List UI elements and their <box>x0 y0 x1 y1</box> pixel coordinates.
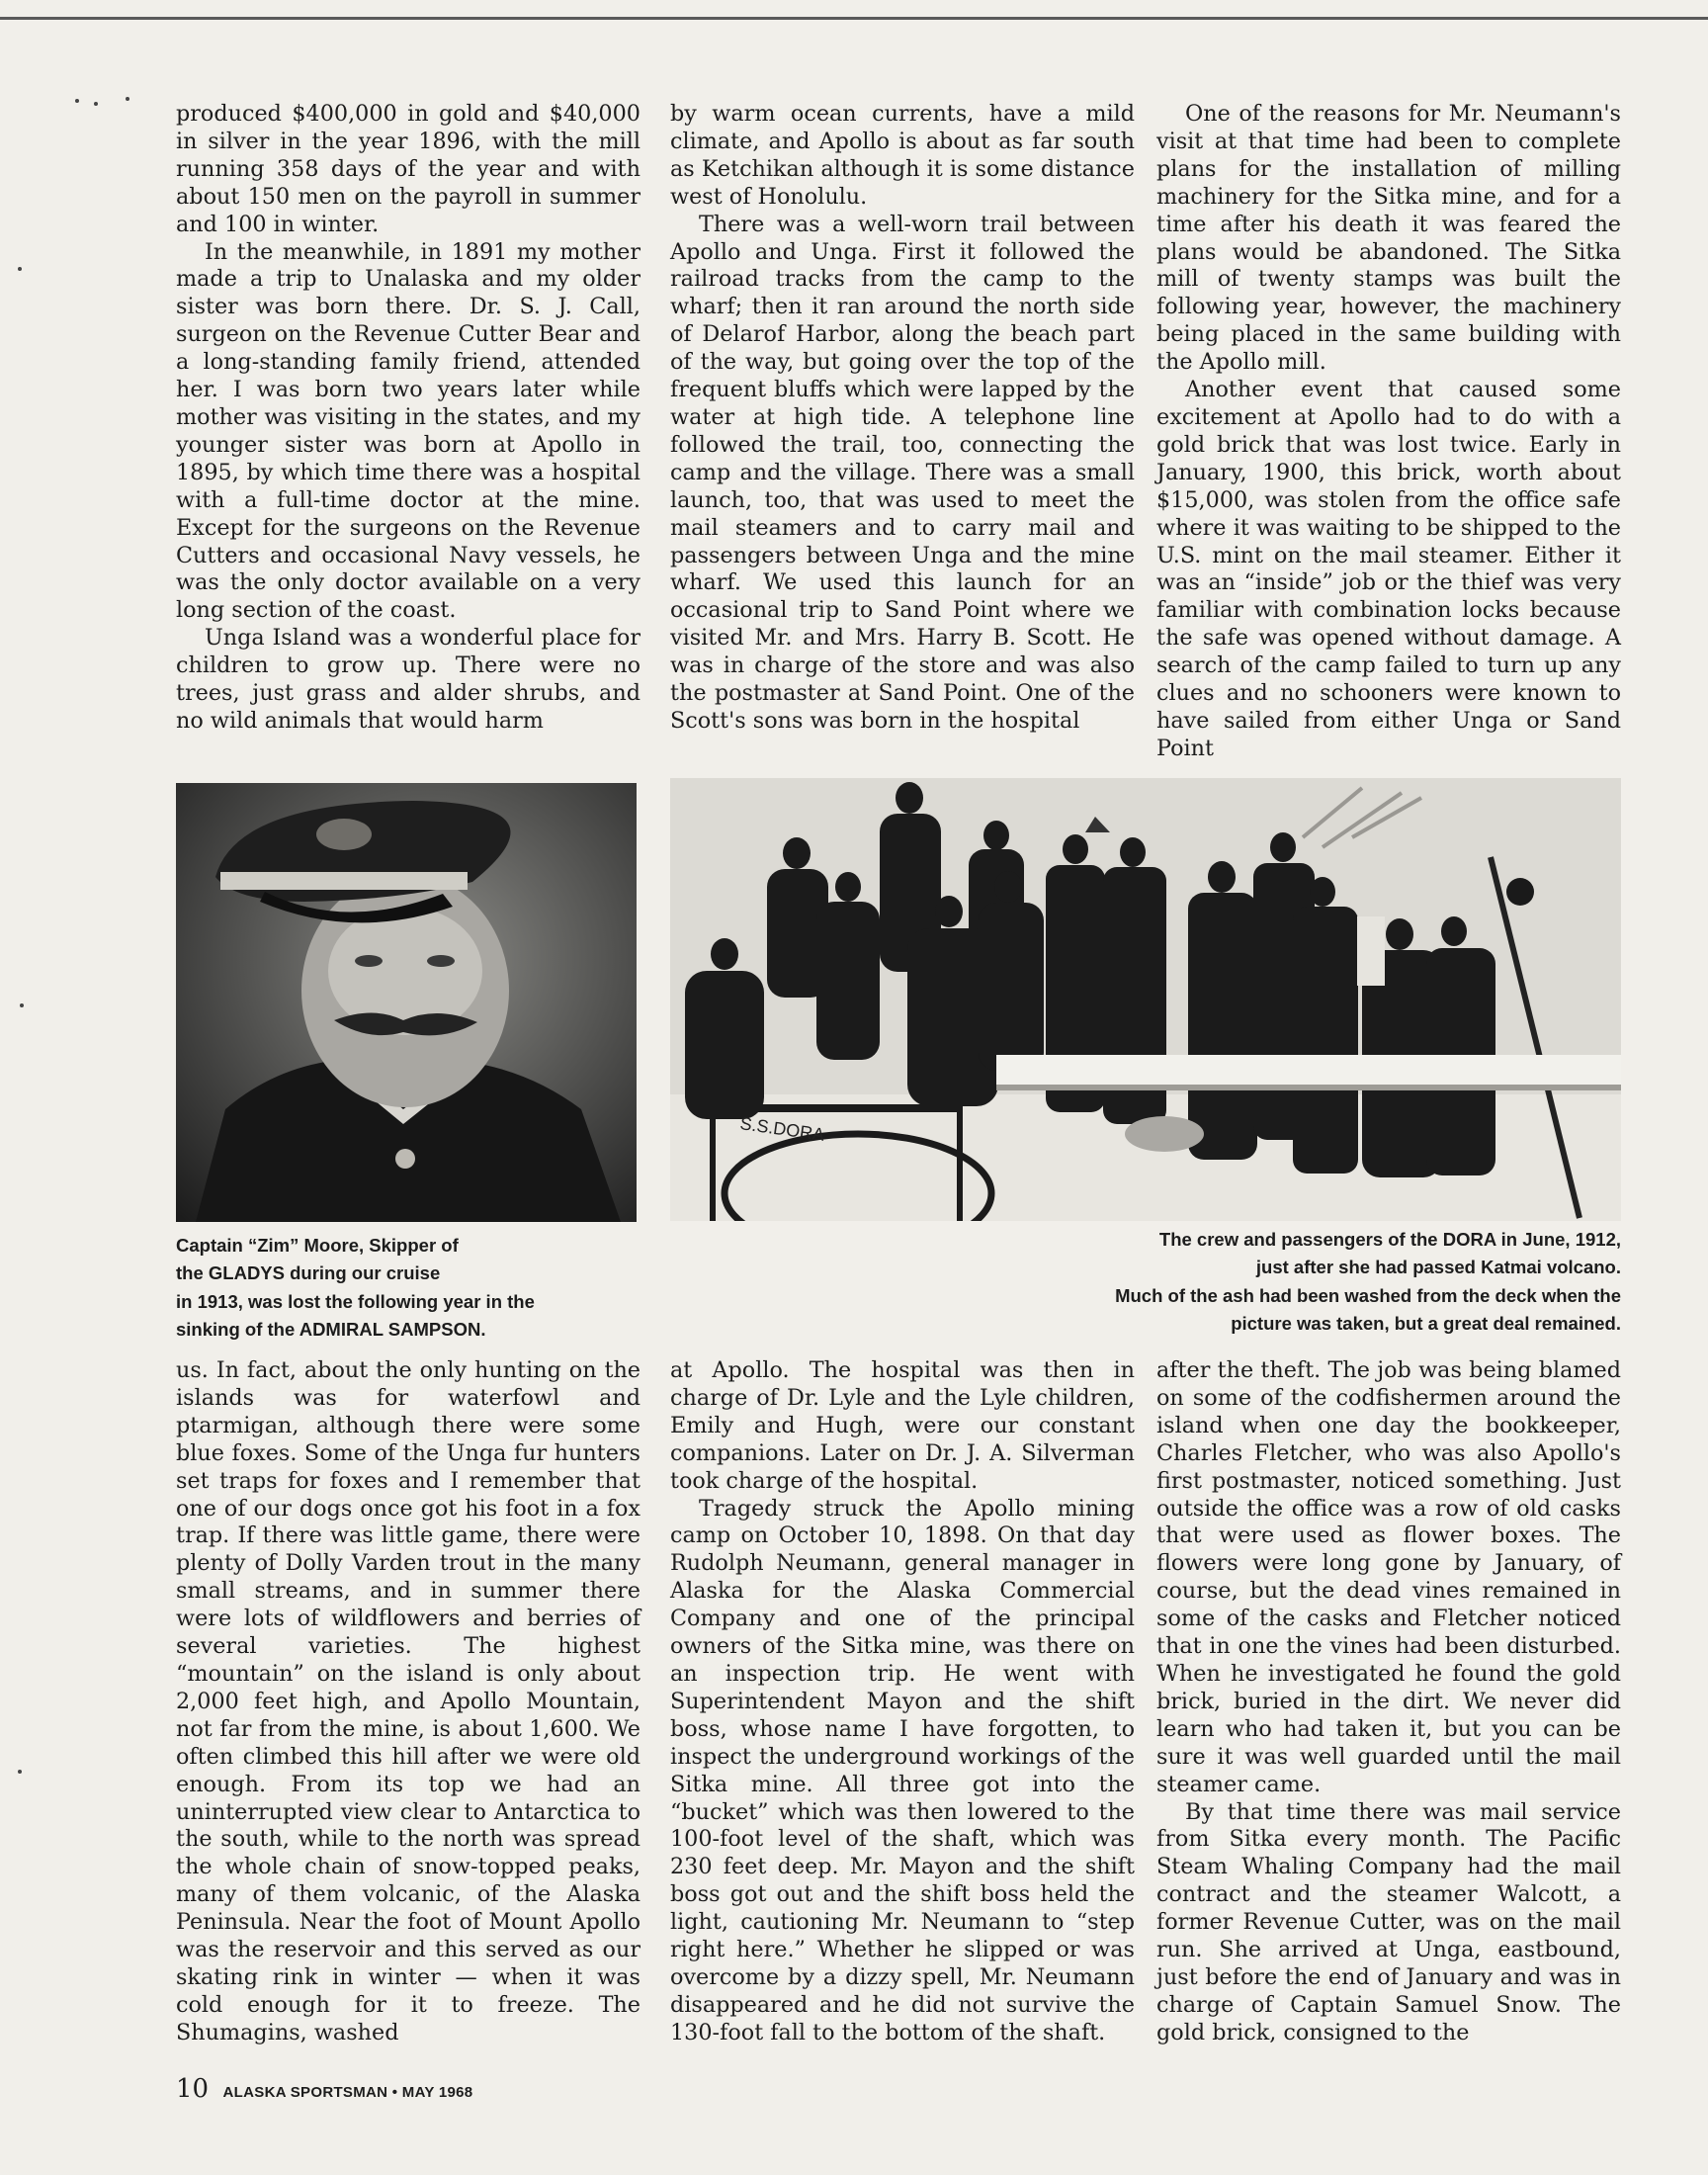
scan-speck <box>75 99 79 103</box>
caption-line: the GLADYS during our cruise <box>176 1262 441 1284</box>
caption-line: picture was taken, but a great deal remained. <box>1231 1313 1621 1335</box>
paragraph: Another event that caused some excitement at Apollo had to do with a gold brick that was lost twice. Early in January, 1900, this brick, worth about $15,000, was stolen from the office safe where it was waiting to be shipped to the U.S. mint on the mail steamer. Either it was an “inside” job or the thief was very familiar with combination locks because the safe was opened without damage. A search of the camp failed to turn up any clues and no schooners were known to have sailed from either Unga or Sand Point <box>1156 377 1621 761</box>
crew-photo <box>670 778 1621 1221</box>
caption-line: The crew and passengers of the DORA in June, 1912, <box>1158 1229 1621 1250</box>
article-column-top-middle <box>670 101 1135 736</box>
article-column-bottom-middle <box>670 1357 1135 2047</box>
paragraph: Unga Island was a wonderful place for children to grow up. There were no trees, just grass and alder shrubs, and no wild animals that would harm <box>176 625 640 734</box>
caption-line: in 1913, was lost the following year in the <box>176 1290 535 1312</box>
article-column-top-right <box>1156 101 1621 763</box>
caption-line: sinking of the ADMIRAL SAMPSON. <box>176 1319 486 1341</box>
captain-portrait-photo <box>176 783 637 1222</box>
scan-speck <box>18 267 22 271</box>
paragraph: produced $400,000 in gold and $40,000 in silver in the year 1896, with the mill running 358 days of the year and with about 150 men on the payroll in summer and 100 in winter. <box>176 101 640 237</box>
paragraph: By that time there was mail service from Sitka every month. The Pacific Steam Whaling Company had the mail contract and the steamer Walcott, a former Revenue Cutter, was on the mail run. She arrived at Unga, eastbound, just before the end of January and was in charge of Captain Samuel Snow. The gold brick, consigned to the <box>1156 1798 1621 2045</box>
page-footer <box>176 2074 472 2104</box>
caption-line: just after she had passed Katmai volcano. <box>1255 1257 1621 1278</box>
article-column-top-left <box>176 101 640 736</box>
paragraph: One of the reasons for Mr. Neumann's visit at that time had been to complete plans for the installation of milling machinery for the Sitka mine, and for a time after his death it was feared the plans would be abandoned. The Sitka mill of twenty stamps was built the following year, however, the machinery being placed in the same building with the Apollo mill. <box>1156 101 1621 376</box>
paragraph: Tragedy struck the Apollo mining camp on October 10, 1898. On that day Rudolph Neumann, general manager in Alaska for the Alaska Commercial Company and one of the principal owners of the Sitka mine, was there on an inspection trip. He went with Superintendent Mayon and the shift boss, whose name I have forgotten, to inspect the underground workings of the Sitka mine. All three got into the “bucket” which was then lowered to the 100-foot level of the shaft, which was 230 feet deep. Mr. Mayon and the shift boss got out and the shift boss held the light, cautioning Mr. Neumann to “step right here.” Whether he slipped or was overcome by a dizzy spell, Mr. Neumann disappeared and he did not survive the 130-foot fall to the bottom of the shaft. <box>670 1495 1135 2045</box>
crew-caption <box>870 1226 1621 1339</box>
paragraph: There was a well-worn trail between Apollo and Unga. First it followed the railroad tracks from the camp to the wharf; then it ran around the north side of Delarof Harbor, along the beach part of the way, but going over the top of the frequent bluffs which were lapped by the water at high tide. A telephone line followed the trail, too, connecting the camp and the village. There was a small launch, too, that was used to meet the mail steamers and to carry mail and passengers between Unga and the mine wharf. We used this launch for an occasional trip to Sand Point where we visited Mr. and Mrs. Harry B. Scott. He was in charge of the store and was also the postmaster at Sand Point. One of the Scott's sons was born in the hospital <box>670 211 1135 734</box>
top-rule <box>0 17 1708 20</box>
article-column-bottom-left <box>176 1357 640 2047</box>
captain-caption <box>176 1232 640 1345</box>
scan-speck <box>126 97 129 101</box>
scan-speck <box>20 1003 24 1007</box>
caption-line: Captain “Zim” Moore, Skipper of <box>176 1235 459 1256</box>
paragraph: at Apollo. The hospital was then in charge of Dr. Lyle and the Lyle children, Emily and Hugh, were our constant companions. Later on Dr. J. A. Silverman took charge of the hospital. <box>670 1357 1135 1494</box>
scan-speck <box>18 1770 22 1774</box>
article-column-bottom-right <box>1156 1357 1621 2047</box>
page-number: 10 <box>176 2074 210 2104</box>
paragraph: by warm ocean currents, have a mild climate, and Apollo is about as far south as Ketchikan although it is some distance west of Honolulu. <box>670 101 1135 210</box>
life-ring-lettering: S.S.DORA <box>738 1113 826 1145</box>
publication-line: ALASKA SPORTSMAN • MAY 1968 <box>222 2084 473 2101</box>
paragraph: after the theft. The job was being blamed on some of the codfishermen around the island when one day the bookkeeper, Charles Fletcher, who was also Apollo's first postmaster, noticed something. Just outside the office was a row of old casks that were used as flower boxes. The flowers were long gone by January, of course, but the dead vines remained in some of the casks and Fletcher noticed that in one the vines had been disturbed. When he investigated he found the gold brick, buried in the dirt. We never did learn who had taken it, but you can be sure it was well guarded until the mail steamer came. <box>1156 1357 1621 1797</box>
paragraph: In the meanwhile, in 1891 my mother made a trip to Unalaska and my older sister was born there. Dr. S. J. Call, surgeon on the Revenue Cutter Bear and a long-standing family friend, attended her. I was born two years later while mother was visiting in the states, and my younger sister was born at Apollo in 1895, by which time there was a hospital with a full-time doctor at the mine. Except for the surgeons on the Revenue Cutters and occasional Navy vessels, he was the only doctor available on a very long section of the coast. <box>176 238 640 624</box>
scan-speck <box>94 102 98 106</box>
paragraph: us. In fact, about the only hunting on the islands was for waterfowl and ptarmigan, although there were some blue foxes. Some of the Unga fur hunters set traps for foxes and I remember that one of our dogs once got his foot in a fox trap. If there was little game, there were plenty of Dolly Varden trout in the many small streams, and in summer there were lots of wildflowers and berries of several varieties. The highest “mountain” on the island is only about 2,000 feet high, and Apollo Mountain, not far from the mine, is about 1,600. We often climbed this hill after we were old enough. From its top we had an uninterrupted view clear to Antarctica to the south, while to the north was spread the whole chain of snow-topped peaks, many of them volcanic, of the Alaska Peninsula. Near the foot of Mount Apollo was the reservoir and this served as our skating rink in winter — when it was cold enough for it to freeze. The Shumagins, washed <box>176 1357 640 2045</box>
caption-line: Much of the ash had been washed from the deck when the <box>1115 1284 1621 1306</box>
